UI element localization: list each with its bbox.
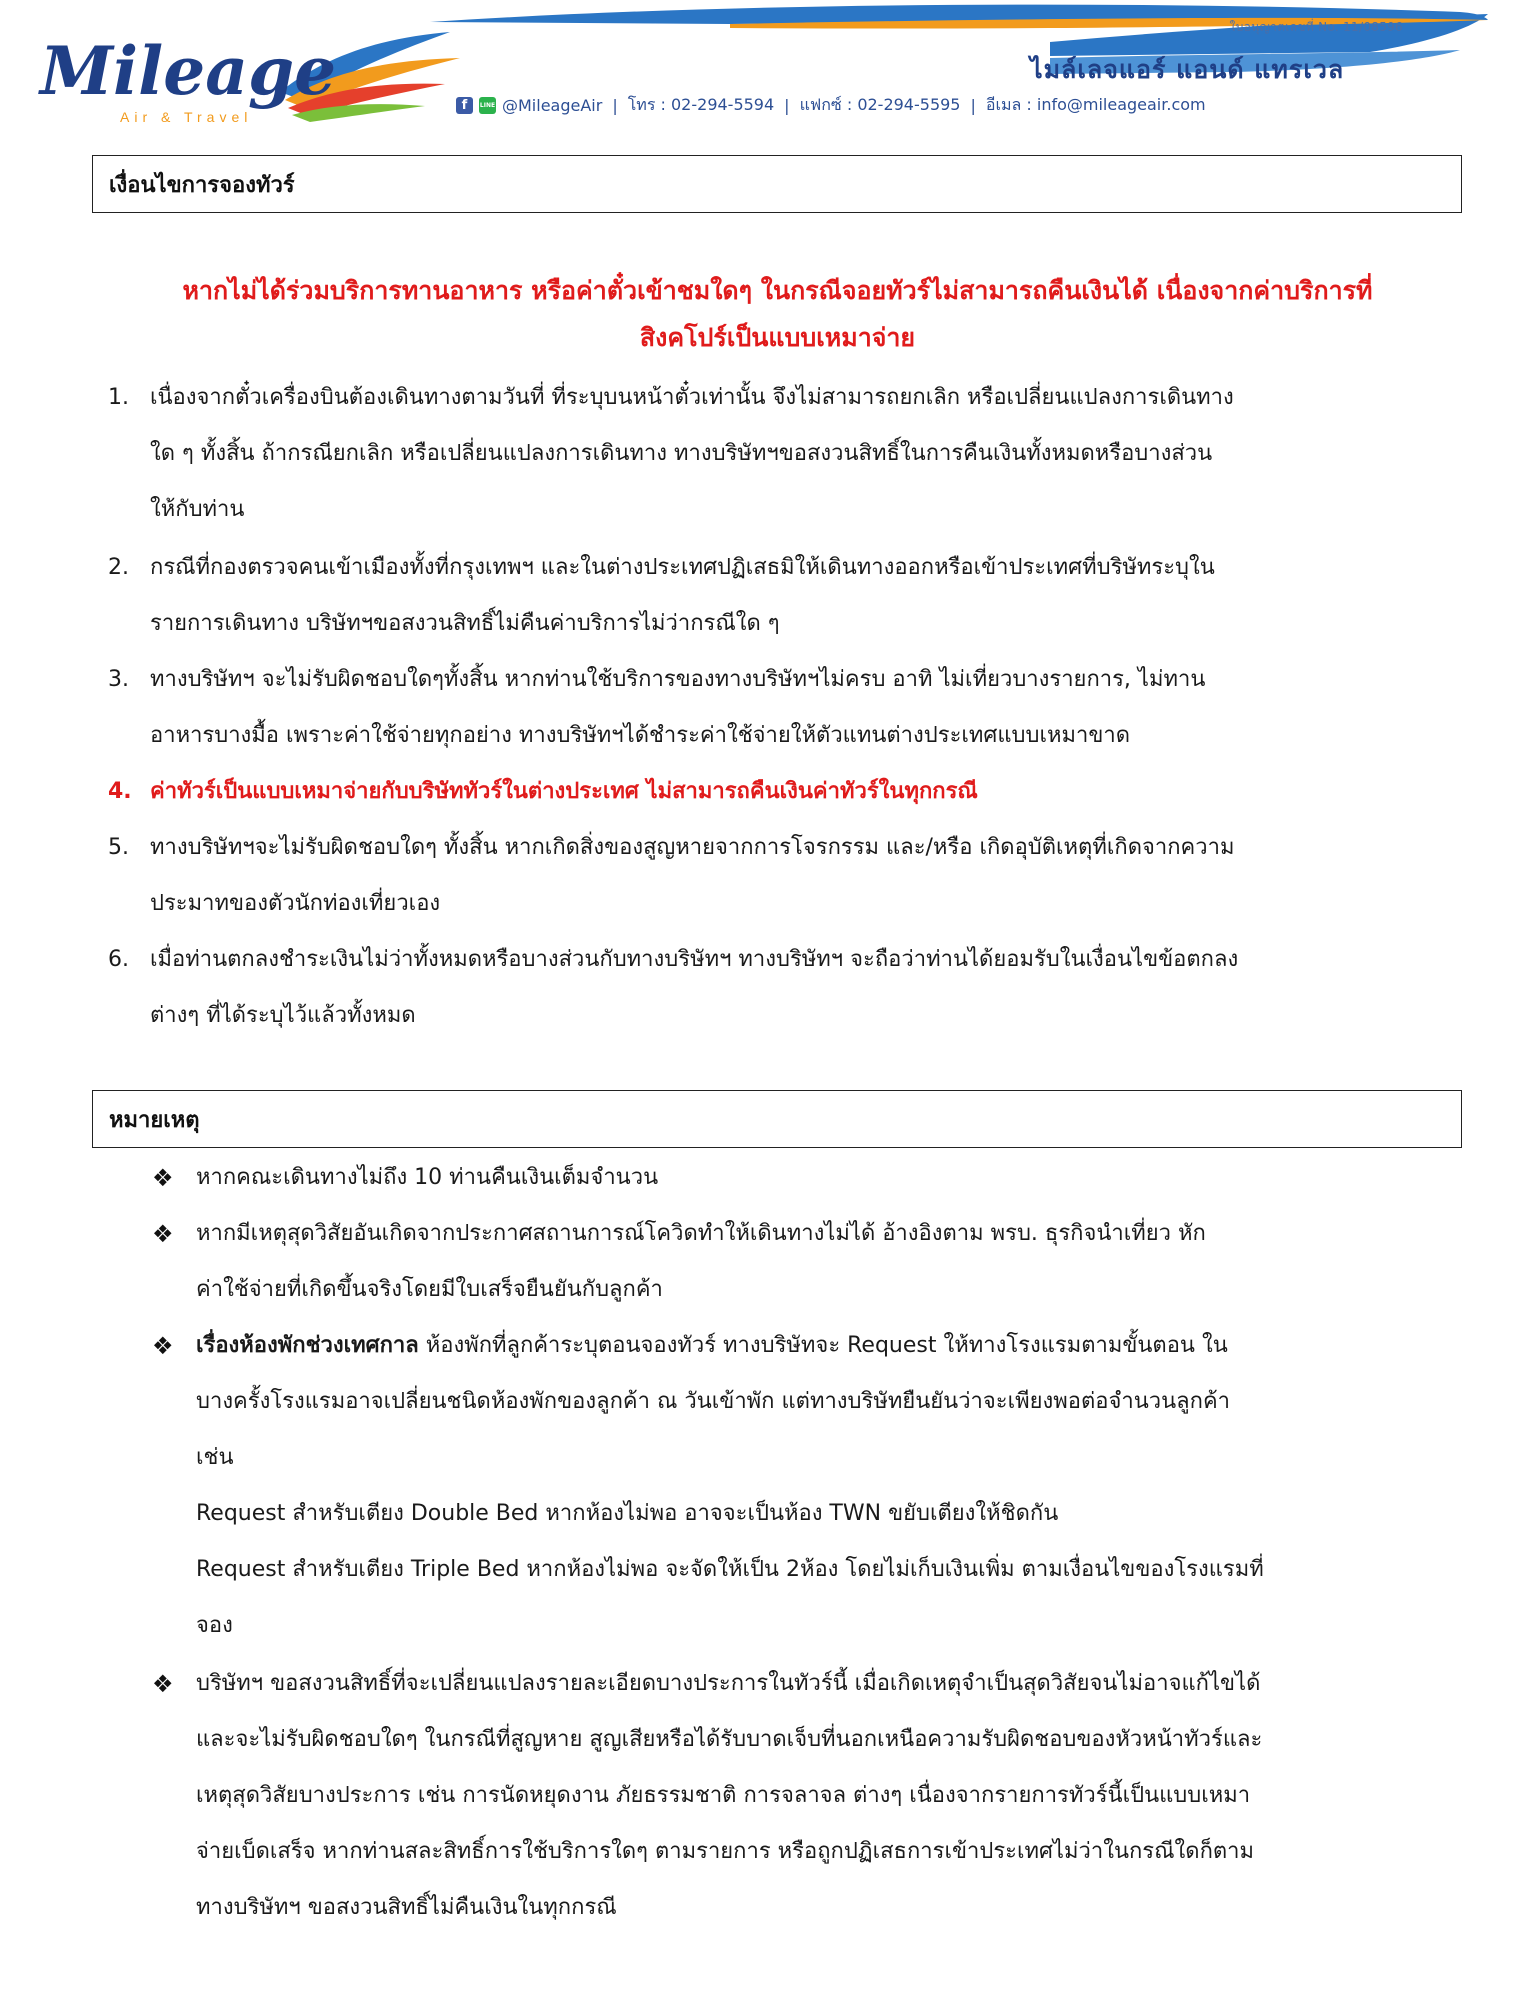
remark-line: และจะไม่รับผิดชอบใดๆ ในกรณีที่สูญหาย สูญเสียหรือได้รับบาดเจ็บที่นอกเหนือความรับผิดชอบของหัวหน้าทัวร์และ [196, 1727, 1263, 1752]
remark-line: หากมีเหตุสุดวิสัยอันเกิดจากประกาศสถานการณ์โควิดทำให้เดินทางไม่ได้ อ้างอิงตาม พรบ. ธุรกิจนำเที่ยว หัก [196, 1221, 1206, 1246]
non-refundable-warning [100, 267, 1455, 361]
diamond-bullet-icon: ❖ [152, 1220, 174, 1248]
item-number: 2. [108, 555, 129, 580]
item-line: กรณีที่กองตรวจคนเข้าเมืองทั้งที่กรุงเทพฯ และในต่างประเทศปฏิเสธมิให้เดินทางออกหรือเข้าประเทศที่บริษัทระบุใน [150, 555, 1215, 580]
facebook-icon: f [456, 97, 473, 114]
social-handle: @MileageAir [502, 96, 603, 115]
item-line: ประมาทของตัวนักท่องเที่ยวเอง [150, 891, 441, 916]
item-line: รายการเดินทาง บริษัทฯขอสงวนสิทธิ์ไม่คืนค่าบริการไม่ว่ากรณีใด ๆ [150, 611, 780, 636]
line-icon: LINE [479, 97, 496, 114]
remark-line: หากคณะเดินทางไม่ถึง 10 ท่านคืนเงินเต็มจำนวน [196, 1165, 659, 1190]
license-number: ใบอนุญาตเลขที่ No. 11/08596 [1229, 20, 1403, 34]
section-title: หมายเหตุ [109, 1107, 200, 1133]
room-example: Request สำหรับเตียง Double Bed หากห้องไม่พอ อาจจะเป็นห้อง TWN ขยับเตียงให้ชิดกัน [196, 1501, 1059, 1526]
room-example: Request สำหรับเตียง Triple Bed หากห้องไม่พอ จะจัดให้เป็น 2ห้อง โดยไม่เก็บเงินเพิ่ม ตามเงื่อนไขของโรงแรมที่ [196, 1557, 1264, 1582]
email-address: อีเมล : info@mileageair.com [985, 95, 1206, 114]
remark-line [196, 1318, 1451, 1374]
item-line: ให้กับท่าน [150, 497, 245, 522]
warning-line: หากไม่ได้ร่วมบริการทานอาหาร หรือค่าตั๋วเข้าชมใดๆ ในกรณีจอยทัวร์ไม่สามารถคืนเงินได้ เนื่องจากค่าบริการที่ [182, 276, 1373, 305]
booking-conditions-heading [92, 155, 1462, 213]
diamond-bullet-icon: ❖ [152, 1670, 174, 1698]
item-line: เมื่อท่านตกลงชำระเงินไม่ว่าทั้งหมดหรือบางส่วนกับทางบริษัทฯ ทางบริษัทฯ จะถือว่าท่านได้ยอมรับในเงื่อนไขข้อตกลง [150, 947, 1239, 972]
room-example: จอง [196, 1613, 233, 1638]
item-line: ค่าทัวร์เป็นแบบเหมาจ่ายกับบริษัททัวร์ในต่างประเทศ ไม่สามารถคืนเงินค่าทัวร์ในทุกกรณี [150, 779, 978, 804]
remarks-heading [92, 1090, 1462, 1148]
item-line: ทางบริษัทฯจะไม่รับผิดชอบใดๆ ทั้งสิ้น หากเกิดสิ่งของสูญหายจากการโจรกรรม และ/หรือ เกิดอุบัติเหตุที่เกิดจากความ [150, 835, 1235, 860]
item-number: 5. [108, 835, 129, 860]
remark-line: บริษัทฯ ขอสงวนสิทธิ์ที่จะเปลี่ยนแปลงรายละเอียดบางประการในทัวร์นี้ เมื่อเกิดเหตุจำเป็นสุดวิสัยจนไม่อาจแก้ไขได้ [196, 1671, 1261, 1696]
item-line: ทางบริษัทฯ จะไม่รับผิดชอบใดๆทั้งสิ้น หากท่านใช้บริการของทางบริษัทฯไม่ครบ อาทิ ไม่เที่ยวบางรายการ, ไม่ทาน [150, 667, 1206, 692]
remark-line: ค่าใช้จ่ายที่เกิดขึ้นจริงโดยมีใบเสร็จยืนยันกับลูกค้า [196, 1277, 663, 1302]
letterhead [0, 0, 1515, 140]
room-example-list [196, 1486, 1451, 1654]
svg-text:Air & Travel: Air & Travel [120, 109, 253, 125]
item-number: 1. [108, 385, 129, 410]
item-number: 4. [108, 779, 132, 804]
warning-line: สิงคโปร์เป็นแบบเหมาจ่าย [639, 323, 916, 352]
diamond-bullet-icon: ❖ [152, 1164, 174, 1192]
remark-line: ทางบริษัทฯ ขอสงวนสิทธิ์ไม่คืนเงินในทุกกรณี [196, 1895, 617, 1920]
remark-line: เช่น [196, 1445, 234, 1470]
item-line: ใด ๆ ทั้งสิ้น ถ้ากรณียกเลิก หรือเปลี่ยนแปลงการเดินทาง ทางบริษัทฯขอสงวนสิทธิ์ในการคืนเงินทั้งหมดหรือบางส่วน [150, 441, 1213, 466]
remark-bold-lead: เรื่องห้องพักช่วงเทศกาล [196, 1333, 419, 1358]
section-title: เงื่อนไขการจองทัวร์ [109, 172, 295, 198]
fax-number: แฟกซ์ : 02-294-5595 [799, 95, 961, 114]
diamond-bullet-icon: ❖ [152, 1332, 174, 1360]
phone-number: โทร : 02-294-5594 [627, 95, 775, 114]
contact-line: f LINE @MileageAir | โทร : 02-294-5594 | แฟกซ์ : 02-294-5595 | อีเมล : info@mileageair.com [456, 93, 1206, 118]
item-line: อาหารบางมื้อ เพราะค่าใช้จ่ายทุกอย่าง ทางบริษัทฯได้ชำระค่าใช้จ่ายให้ตัวแทนต่างประเทศแบบเหมาขาด [150, 723, 1131, 748]
mileage-logo [30, 22, 470, 132]
remark-line: จ่ายเบ็ดเสร็จ หากท่านสละสิทธิ์การใช้บริการใดๆ ตามรายการ หรือถูกปฏิเสธการเข้าประเทศไม่ว่าในกรณีใดก็ตาม [196, 1839, 1255, 1864]
item-line: ต่างๆ ที่ได้ระบุไว้แล้วทั้งหมด [150, 1003, 416, 1028]
item-number: 3. [108, 667, 129, 692]
item-line: เนื่องจากตั๋วเครื่องบินต้องเดินทางตามวันที่ ที่ระบุบนหน้าตั๋วเท่านั้น จึงไม่สามารถยกเลิก หรือเปลี่ยนแปลงการเดินทาง [150, 385, 1234, 410]
company-name-thai: ไมล์เลจแอร์ แอนด์ แทรเวล [1030, 55, 1345, 84]
remark-line: บางครั้งโรงแรมอาจเปลี่ยนชนิดห้องพักของลูกค้า ณ วันเข้าพัก แต่ทางบริษัทยืนยันว่าจะเพียงพอต่อจำนวนลูกค้า [196, 1389, 1231, 1414]
svg-text:Mileage: Mileage [40, 32, 337, 110]
remark-line-text: ห้องพักที่ลูกค้าระบุตอนจองทัวร์ ทางบริษัทจะ Request ให้ทางโรงแรมตามขั้นตอน ใน [418, 1333, 1228, 1358]
item-number: 6. [108, 947, 129, 972]
remark-line: เหตุสุดวิสัยบางประการ เช่น การนัดหยุดงาน ภัยธรรมชาติ การจลาจล ต่างๆ เนื่องจากรายการทัวร์นี้เป็นแบบเหมา [196, 1783, 1251, 1808]
